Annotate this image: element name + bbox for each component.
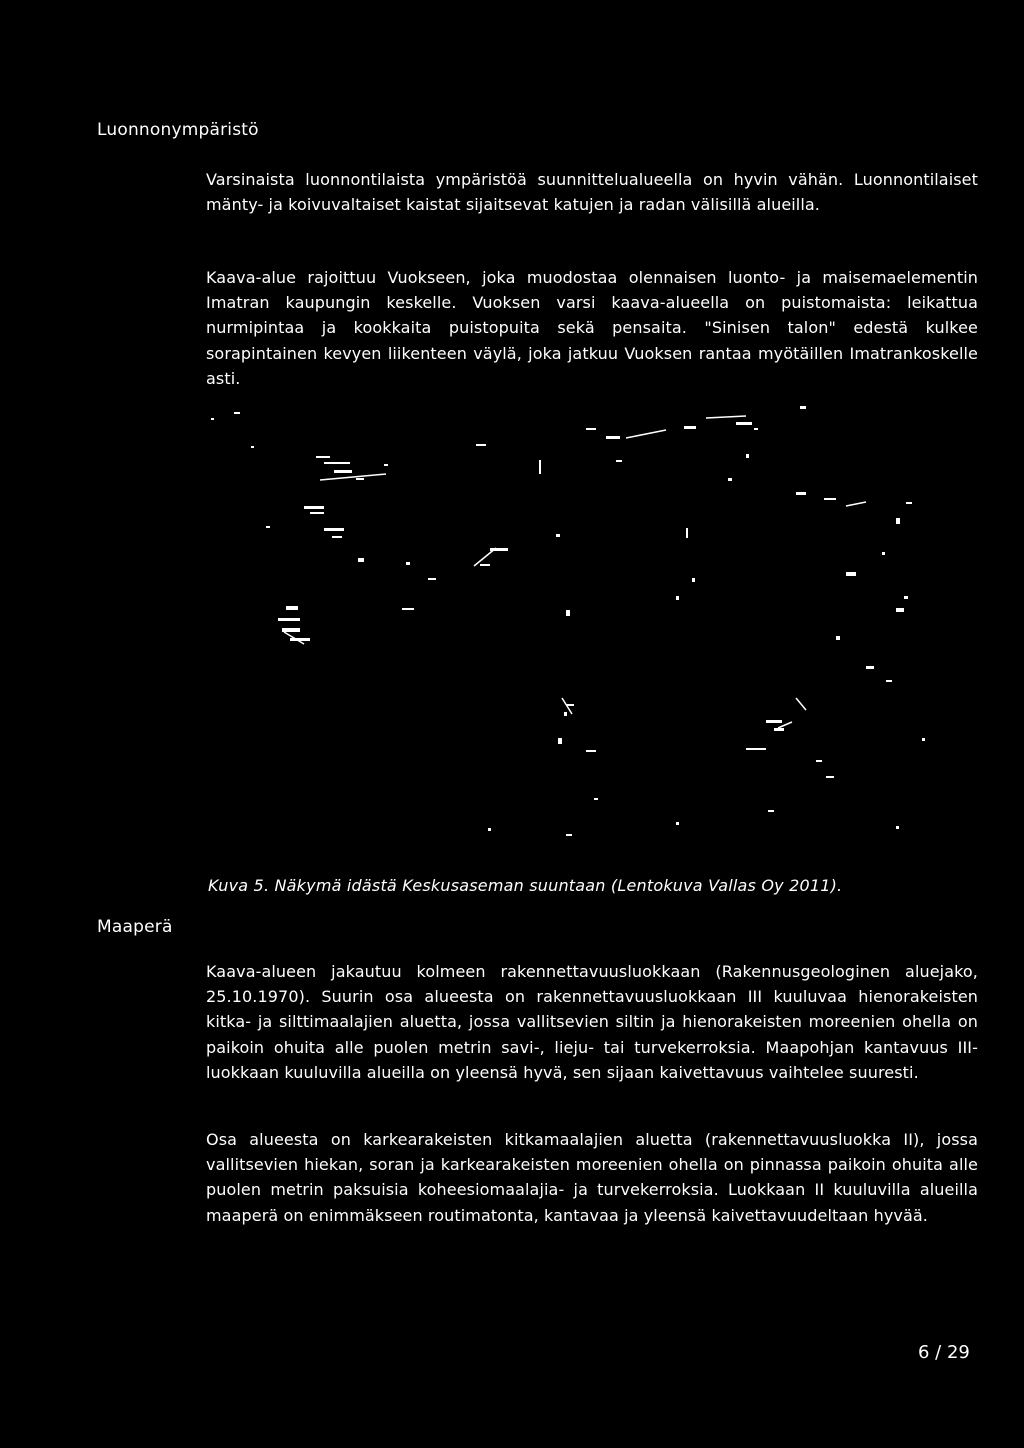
section-heading-soil: Maaperä — [97, 917, 173, 937]
paragraph-nature-1: Varsinaista luonnontilaista ympäristöä suunnittelualueella on hyvin vähän. Luonnontilaiset mänty- ja koivuvaltaiset kaistat sijaitsevat katujen ja radan välisillä alueilla. — [206, 170, 978, 215]
paragraph-soil-2: Osa alueesta on karkearakeisten kitkamaalajien aluetta (rakennettavuusluokka II), jossa vallitsevien hiekan, soran ja karkearakeisten moreenien ohella on pinnassa paikoin ohuita alle puolen metrin paksuisia koheesiomaalajia- ja turvekerroksia. Luokkaan II kuuluvilla alueilla maaperä on enimmäkseen routimatonta, kantavaa ja yleensä kaivettavuudeltaan hyvää. — [206, 1130, 978, 1225]
paragraph-nature-2: Kaava-alue rajoittuu Vuokseen, joka muodostaa olennaisen luonto- ja maisemaelementin Imatran kaupungin keskelle. Vuoksen varsi kaava-alueella on puistomaista: leikattua nurmipintaa ja kookkaita puistopuita sekä pensaita. "Sinisen talon" edestä kulkee sorapintainen kevyen liikenteen väylä, joka jatkuu Vuoksen rantaa myötäillen Imatrankoskelle asti. — [206, 268, 978, 388]
page-number: 6 / 29 — [918, 1342, 970, 1363]
aerial-photo-image — [206, 398, 978, 853]
aerial-photo — [206, 398, 978, 853]
section-heading-nature: Luonnonympäristö — [97, 120, 259, 140]
figure-caption: Kuva 5. Näkymä idästä Keskusaseman suuntaan (Lentokuva Vallas Oy 2011). — [208, 876, 843, 895]
paragraph-soil-1: Kaava-alueen jakautuu kolmeen rakennettavuusluokkaan (Rakennusgeologinen aluejako, 25.10.1970). Suurin osa alueesta on rakennettavuusluokkaan III kuuluvaa hienorakeisten kitka- ja silttimaalajien aluetta, jossa vallitsevien siltin ja hienorakeisten moreenien ohella on paikoin ohuita alle puolen metrin savi-, lieju- tai turvekerroksia. Maapohjan kantavuus III-luokkaan kuuluvilla alueilla on yleensä hyvä, sen sijaan kaivettavuus vaihtelee suuresti. — [206, 962, 978, 1082]
